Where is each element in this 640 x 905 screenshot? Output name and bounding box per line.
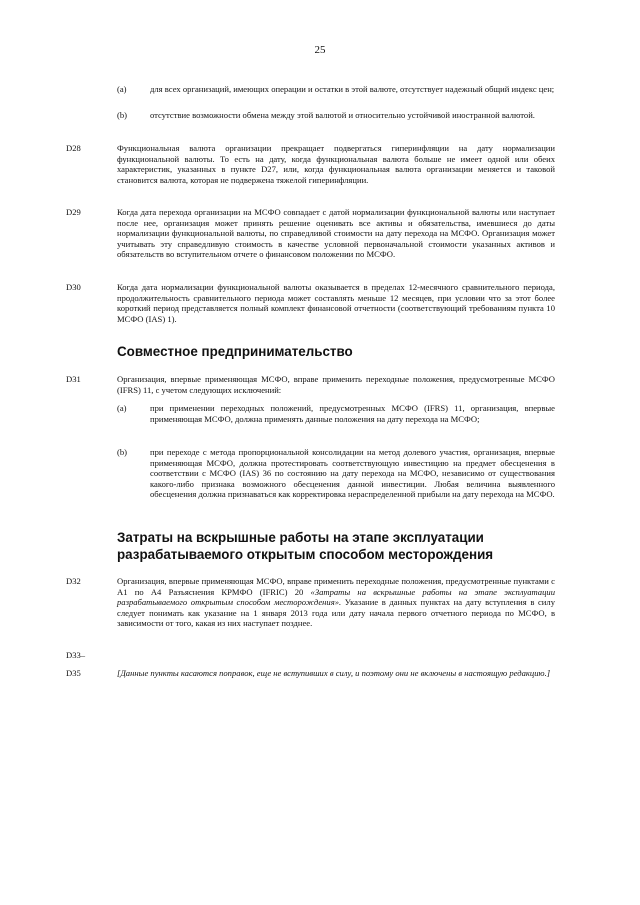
paragraph-d35-text: [Данные пункты касаются поправок, еще не вступивших в силу, и поэтому они не включены в настоящую редакцию.] — [117, 668, 551, 678]
paragraph-d32-text-start: Организация, впервые применяющая МСФО, вправе применить переходные положения, предусмотренные пунктами с А1 по А4 Разъяснения КРМФО (IFRIC) 20 — [117, 576, 555, 597]
sub-item-a-label: (a) — [117, 84, 127, 94]
sub-item-a-text: для всех организаций, имеющих операции и остатки в этой валюте, отсутствует надежный общий индекс цен; — [150, 84, 555, 94]
paragraph-d32-text-italic: «Затраты на вскрышные работы на этапе эксплуатации разрабатываемого открытым способом месторождения». — [117, 586, 555, 608]
sub-item-b-text: отсутствие возможности обмена между этой валютой и относительно устойчивой иностранной валютой. — [150, 110, 535, 120]
sub-item-b-label: (b) — [117, 110, 128, 120]
paragraph-d31-b-text: при переходе с метода пропорциональной консолидации на метод долевого участия, организация, впервые применяющая МСФО, должна протестировать соответствующую инвестицию на предмет обесценения в соответствии с МСФО (IAS) 36 по состоянию на дату перехода на МСФО, независимо от существования какого-либо признака возможного обесценения данной инвестиции. Любая величина выявленного обесценения должна признаваться как корректировка нераспределенной прибыли на дату перехода на МСФО. — [150, 447, 555, 500]
paragraph-d28-label: D28 — [66, 143, 81, 153]
section-heading-joint-arrangements: Совместное предпринимательство — [117, 344, 353, 359]
paragraph-d33-label: D33– — [66, 650, 86, 660]
section-heading-stripping-costs: Затраты на вскрышные работы на этапе эксплуатации разрабатываемого открытым способом месторождения — [117, 530, 494, 562]
paragraph-d30-label: D30 — [66, 282, 81, 292]
paragraph-d28-text: Функциональная валюта организации прекращает подвергаться гиперинфляции на дату нормализации функциональной валюты. То есть на дату, когда функциональная валюта больше не имеет одной или обеих характеристик, указанных в пункте D27, или, когда функциональная валюта организации меняется и таковой становится валюта, которая не подвержена тяжелой гиперинфляции. — [117, 143, 555, 185]
paragraph-d32-text-end: Указание в данных пунктах на дату вступления в силу следует понимать как указание на 1 января 2013 года или дату начала первого отчетного периода по МСФО, в зависимости от того, какая из них наступает позднее. — [117, 597, 555, 629]
paragraph-d31-text: Организация, впервые применяющая МСФО, вправе применить переходные положения, предусмотренные МСФО (IFRS) 11, с учетом следующих исключений: — [117, 374, 555, 395]
paragraph-d29-text: Когда дата перехода организации на МСФО совпадает с датой нормализации функциональной валюты или наступает после нее, организация может принять решение оценивать все активы и обязательства, имевшиеся до даты нормализации функциональной валюты, по справедливой стоимости на дату перехода на МСФО. Организация может учитывать эту справедливую стоимость в качестве условной первоначальной стоимости указанных активов и обязательств во вступительном отчете о финансовом положении по МСФО. — [117, 207, 555, 260]
paragraph-d35-label: D35 — [66, 668, 81, 678]
paragraph-d30-text: Когда дата нормализации функциональной валюты оказывается в пределах 12-месячного сравнительного периода, продолжительность сравнительного периода может составлять меньше 12 месяцев, при условии что за этот более короткий период представляется полный комплект финансовой отчетности (соответствующий требованиям пункта 10 МСФО (IAS) 1). — [117, 282, 555, 324]
paragraph-d32-label: D32 — [66, 576, 81, 586]
paragraph-d31-a-label: (a) — [117, 403, 127, 413]
paragraph-d31-label: D31 — [66, 374, 81, 384]
paragraph-d32-text — [117, 576, 555, 629]
paragraph-d31-a-text: при применении переходных положений, предусмотренных МСФО (IFRS) 11, организация, впервые применяющая МСФО, должна применять данные положения на дату перехода на МСФО; — [150, 403, 555, 424]
paragraph-d29-label: D29 — [66, 207, 81, 217]
page-number: 25 — [314, 44, 326, 56]
paragraph-d31-b-label: (b) — [117, 447, 128, 457]
